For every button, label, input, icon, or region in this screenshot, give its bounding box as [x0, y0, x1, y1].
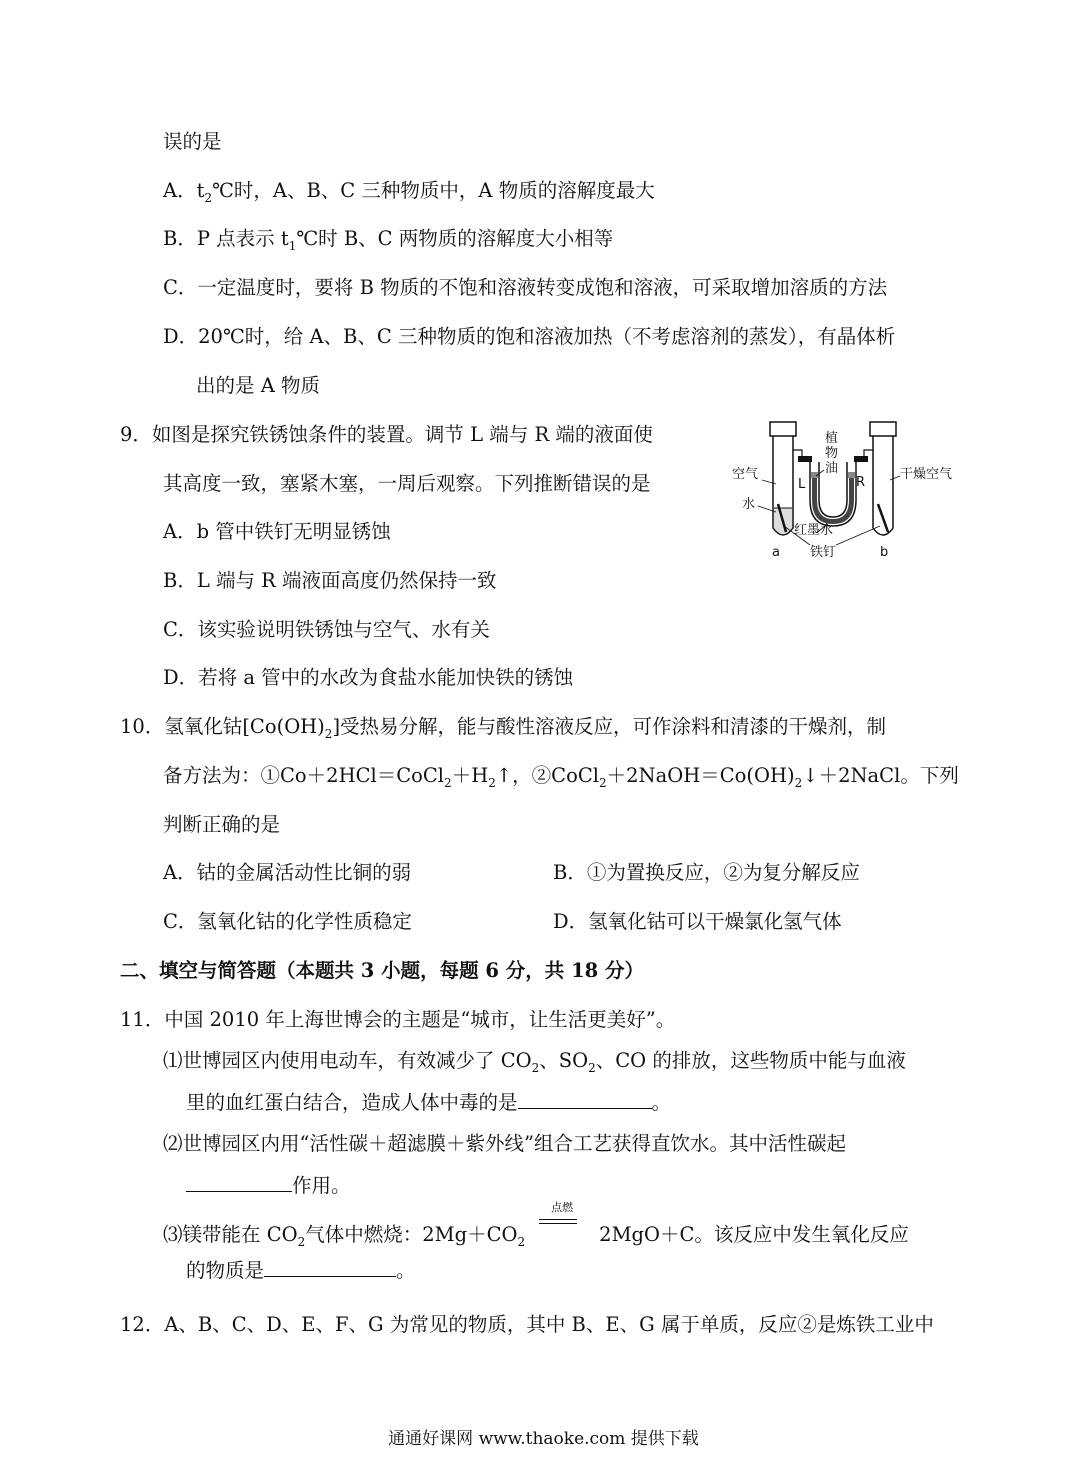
rust-experiment-apparatus — [728, 420, 968, 570]
q9-stem-line2: 其高度一致，塞紧木塞，一周后观察。下列推断错误的是 — [163, 472, 651, 495]
q10-option-d: D．氢氧化钴可以干燥氯化氢气体 — [553, 910, 842, 933]
label-nail: 铁钉 — [810, 545, 837, 560]
label-plant-oil-1: 植 — [825, 431, 839, 446]
test-tube-b — [870, 422, 896, 535]
q10-option-b: B．①为置换反应，②为复分解反应 — [553, 861, 860, 884]
q8-option-a: A．$t_2℃$时，A、B、C 三种物质中，A 物质的溶解度最大 — [163, 179, 655, 205]
label-l: L — [798, 477, 806, 492]
label-air: 空气 — [732, 467, 759, 482]
q8-option-c: C．一定温度时，要将 B 物质的不饱和溶液转变成饱和溶液，可采取增加溶质的方法 — [163, 276, 888, 299]
label-plant-oil-2: 物 — [825, 446, 839, 461]
q10-stem-line1: 10．氢氧化钴$[Co(OH)_2]$受热易分解，能与酸性溶液反应，可作涂料和清漆的干燥剂，制 — [120, 715, 887, 741]
q9-option-c: C．该实验说明铁锈蚀与空气、水有关 — [163, 618, 490, 641]
q11-stem: 11．中国 2010 年上海世博会的主题是“城市，让生活更美好”。 — [120, 1008, 676, 1031]
q12-stem-line1: 12．A、B、C、D、E、F、G 为常见的物质，其中 B、E、G 属于单质，反应②是炼铁工业中 — [120, 1313, 934, 1336]
q9-option-a: A．b 管中铁钉无明显锈蚀 — [163, 520, 391, 543]
q10-stem-line2: 备方法为：$①Co+2HCl=CoCl_2+H_2↑$，$②CoCl_2+2NaOH=Co(OH)_2↓+2NaCl$。下列 — [163, 764, 959, 790]
q8-continuation: 误的是 — [163, 130, 222, 153]
reaction-condition-sign: 点燃 — [525, 1215, 599, 1241]
label-r: R — [856, 475, 866, 490]
label-water: 水 — [742, 497, 756, 512]
q11-part2-line1: ⑵世博园区内用“活性碳＋超滤膜＋紫外线”组合工艺获得直饮水。其中活性碳起 — [163, 1132, 846, 1155]
stopper-left — [798, 456, 812, 462]
q9-option-d: D．若将 a 管中的水改为食盐水能加快铁的锈蚀 — [163, 666, 574, 689]
q10-option-a: A．钴的金属活动性比铜的弱 — [163, 861, 412, 884]
test-tube-a — [770, 422, 796, 535]
q11-part3-line2: 的物质是 。 — [186, 1259, 416, 1282]
label-dry-air: 干燥空气 — [900, 467, 953, 482]
q11-part1-line1: ⑴世博园区内使用电动车，有效减少了 $CO_2$、$SO_2$、CO 的排放，这些物质中能与血液 — [163, 1049, 906, 1075]
section-2-title: 二、填空与简答题（本题共 3 小题，每题 6 分，共 18 分） — [120, 959, 645, 982]
q8-option-d: D．20℃时，给 A、B、C 三种物质的饱和溶液加热（不考虑溶剂的蒸发），有晶体析 — [163, 325, 896, 348]
q11-answer-blank-1[interactable] — [518, 1090, 652, 1109]
label-red-ink: 红墨水 — [794, 523, 834, 538]
label-a: a — [772, 545, 780, 560]
q11-part3-line1: ⑶镁带能在 $CO_2$气体中燃烧：$2Mg+CO_2$ 点燃 2MgO＋C。该反应中发生氧化反应 — [163, 1201, 909, 1249]
q11-part2-line2: 作用。 — [186, 1173, 351, 1199]
q9-stem-line1: 9．如图是探究铁锈蚀条件的装置。调节 L 端与 R 端的液面使 — [120, 423, 653, 446]
label-plant-oil-3: 油 — [825, 461, 839, 476]
stopper-right — [854, 456, 868, 462]
q10-option-c: C．氢氧化钴的化学性质稳定 — [163, 910, 412, 933]
q11-answer-blank-3[interactable] — [264, 1258, 396, 1277]
q11-answer-blank-2[interactable] — [186, 1173, 292, 1192]
label-b: b — [880, 545, 889, 560]
q9-option-b: B．L 端与 R 端液面高度仍然保持一致 — [163, 569, 497, 592]
q11-part1-line2: 里的血红蛋白结合，造成人体中毒的是 。 — [186, 1091, 672, 1114]
q8-option-b: B．P 点表示 $t_1℃$时 B、C 两物质的溶解度大小相等 — [163, 227, 614, 253]
q8-option-d-cont: 出的是 A 物质 — [196, 374, 320, 397]
q10-stem-line3: 判断正确的是 — [163, 813, 281, 836]
page-footer: 通通好课网 www.thaoke.com 提供下载 — [388, 1429, 699, 1449]
